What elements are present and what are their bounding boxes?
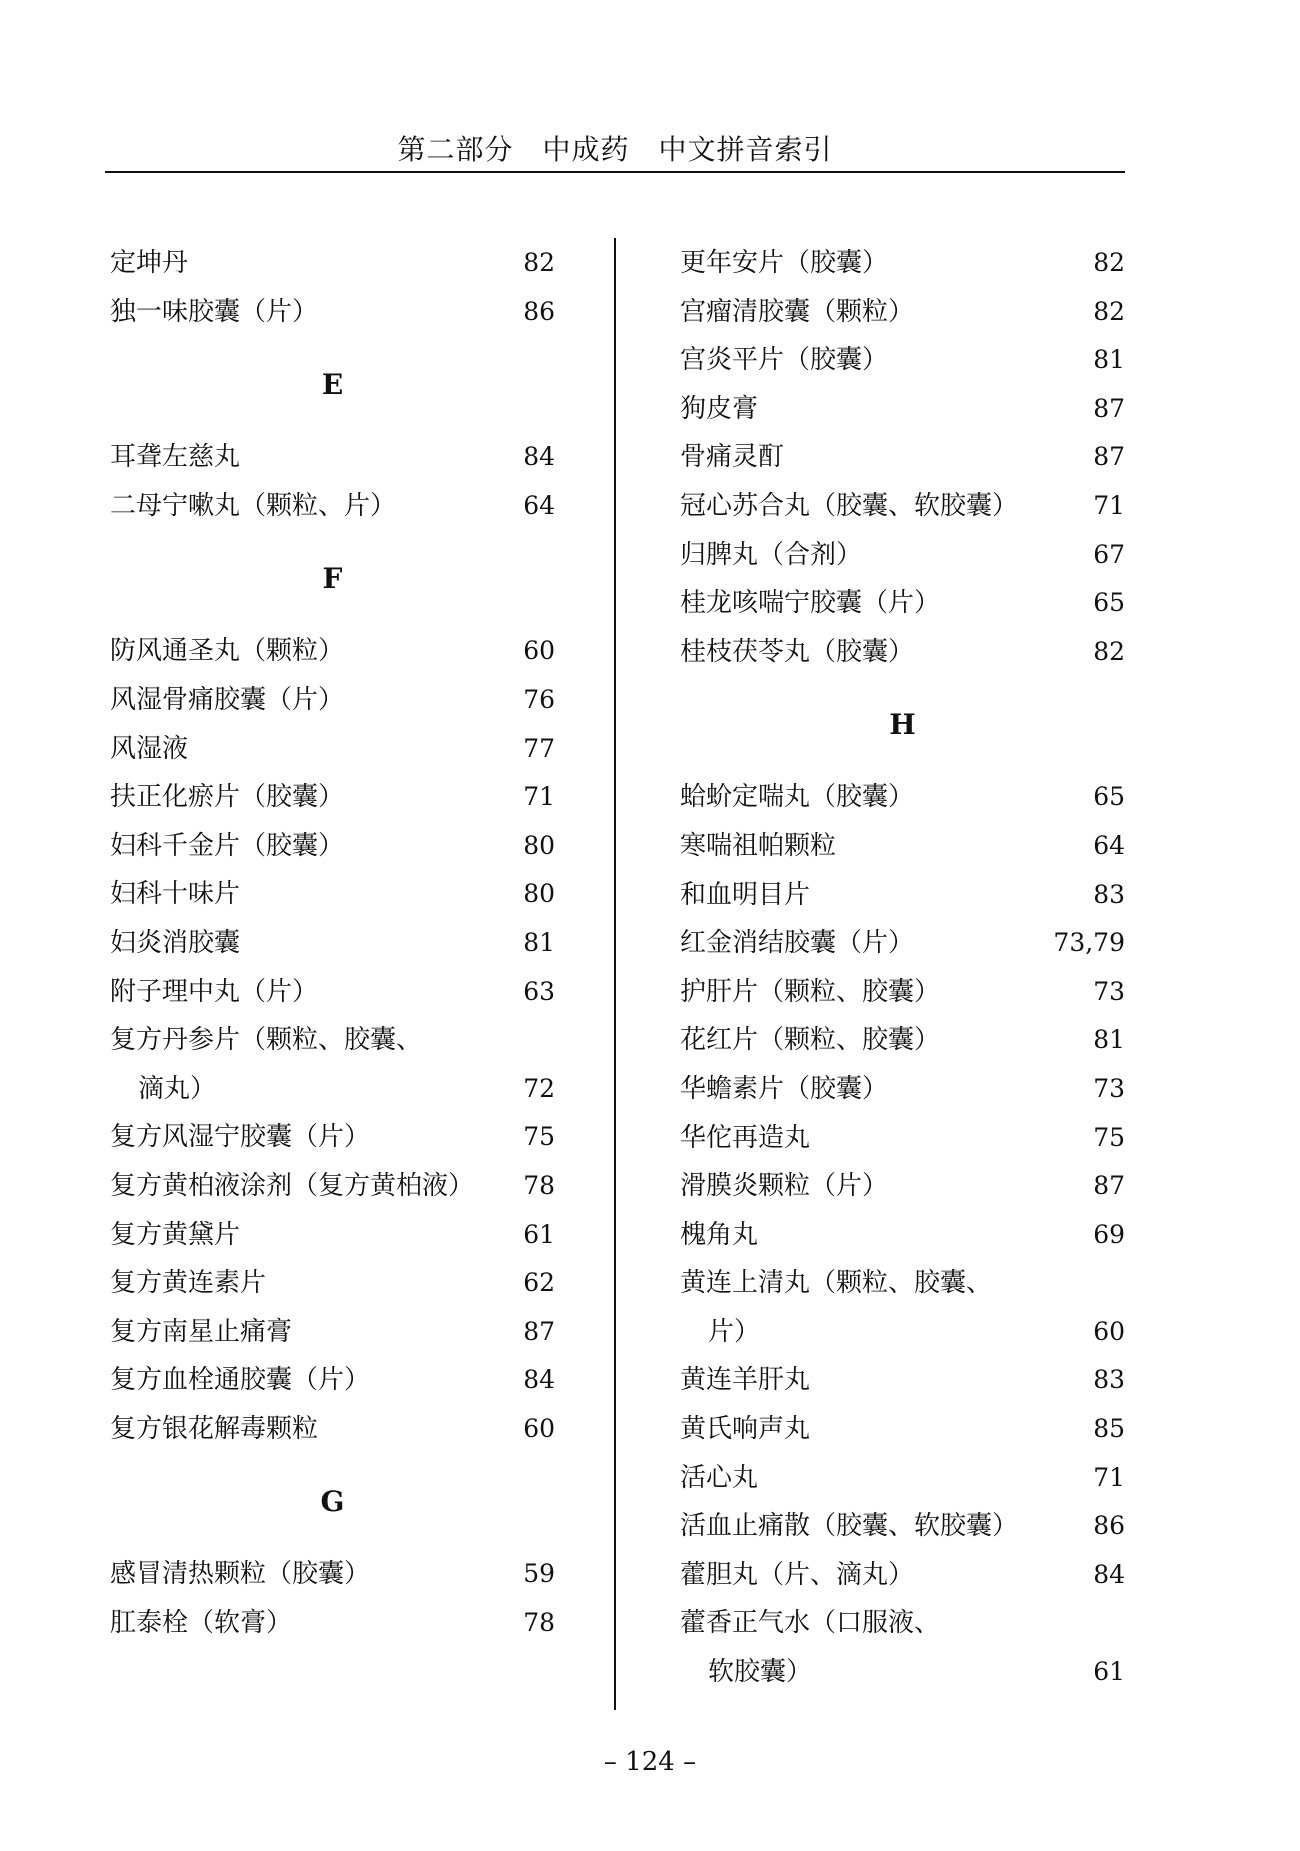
- entry-name: 活心丸: [680, 1462, 759, 1493]
- entry-name: 桂龙咳喘宁胶囊（片）: [680, 588, 941, 619]
- entry-name: 复方风湿宁胶囊（片）: [110, 1122, 371, 1153]
- entry-name: 骨痛灵酊: [680, 442, 785, 473]
- index-entry-continuation: [680, 1308, 1125, 1357]
- entry-name: 桂枝茯苓丸（胶囊）: [680, 636, 915, 667]
- entry-page-number: 85: [1093, 1414, 1125, 1444]
- index-entry: [680, 579, 1125, 628]
- entry-page-number: 84: [523, 1365, 555, 1395]
- entry-name: 扶正化瘀片（胶囊）: [110, 782, 345, 813]
- entry-name: 归脾丸（合剂）: [680, 539, 863, 570]
- entry-page-number: 80: [523, 879, 555, 909]
- index-entry: [110, 1405, 555, 1454]
- entry-name: 华蟾素片（胶囊）: [680, 1073, 889, 1104]
- index-entry: [680, 919, 1125, 968]
- entry-name: 宫瘤清胶囊（颗粒）: [680, 296, 915, 327]
- entry-page-number: 65: [1093, 782, 1125, 812]
- index-entry: [680, 1405, 1125, 1454]
- index-entry: [680, 1065, 1125, 1114]
- entry-page-number: 87: [1093, 393, 1125, 423]
- entry-page-number: 83: [1093, 1365, 1125, 1395]
- entry-name: 黄连羊肝丸: [680, 1365, 811, 1396]
- index-column-left: [110, 239, 555, 1648]
- column-divider: [614, 238, 616, 1710]
- index-entry: [110, 288, 555, 337]
- entry-name: 复方丹参片（颗粒、胶囊、: [110, 1025, 423, 1056]
- entry-page-number: 81: [1093, 345, 1125, 375]
- entry-name: 片）: [708, 1316, 761, 1347]
- index-entry: [680, 1162, 1125, 1211]
- entry-name: 红金消结胶囊（片）: [680, 928, 915, 959]
- entry-page-number: 59: [523, 1559, 555, 1589]
- index-entry: [680, 968, 1125, 1017]
- entry-page-number: 76: [523, 684, 555, 714]
- page-header: 第二部分 中成药 中文拼音索引: [397, 133, 833, 166]
- entry-name: 和血明目片: [680, 879, 811, 910]
- entry-name: 槐角丸: [680, 1219, 759, 1250]
- entry-name: 护肝片（颗粒、胶囊）: [680, 976, 941, 1007]
- index-entry: [110, 919, 555, 968]
- index-entry: [680, 1114, 1125, 1163]
- entry-page-number: 75: [1093, 1122, 1125, 1152]
- entry-name: 二母宁嗽丸（颗粒、片）: [110, 490, 397, 521]
- entry-page-number: 75: [523, 1122, 555, 1152]
- index-letter-heading: H: [889, 708, 916, 742]
- index-entry: [680, 1599, 1125, 1648]
- entry-page-number: 78: [523, 1608, 555, 1638]
- entry-page-number: 77: [523, 733, 555, 763]
- page-number: – 124 –: [603, 1747, 697, 1777]
- entry-page-number: 80: [523, 830, 555, 860]
- index-entry: [680, 1502, 1125, 1551]
- index-entry: [110, 239, 555, 288]
- index-entry-continuation: [680, 1648, 1125, 1697]
- index-entry: [680, 239, 1125, 288]
- entry-page-number: 71: [523, 782, 555, 812]
- index-entry: [680, 1211, 1125, 1260]
- entry-page-number: 81: [1093, 1025, 1125, 1055]
- entry-page-number: 83: [1093, 879, 1125, 909]
- entry-page-number: 67: [1093, 539, 1125, 569]
- entry-name: 风湿骨痛胶囊（片）: [110, 684, 345, 715]
- entry-page-number: 84: [523, 442, 555, 472]
- index-entry: [680, 1454, 1125, 1503]
- entry-name: 花红片（颗粒、胶囊）: [680, 1025, 941, 1056]
- entry-name: 复方黄黛片: [110, 1219, 241, 1250]
- entry-page-number: 87: [1093, 442, 1125, 472]
- entry-page-number: 61: [1093, 1657, 1125, 1687]
- header-rule: [105, 171, 1125, 173]
- index-entry: [110, 822, 555, 871]
- index-entry: [110, 1550, 555, 1599]
- index-entry: [110, 433, 555, 482]
- entry-name: 复方血栓通胶囊（片）: [110, 1365, 371, 1396]
- entry-name: 寒喘祖帕颗粒: [680, 830, 837, 861]
- index-entry: [110, 1162, 555, 1211]
- index-entry: [680, 1551, 1125, 1600]
- entry-name: 复方南星止痛膏: [110, 1316, 293, 1347]
- entry-page-number: 69: [1093, 1219, 1125, 1249]
- index-entry: [680, 628, 1125, 677]
- index-entry: [110, 627, 555, 676]
- entry-page-number: 78: [523, 1170, 555, 1200]
- index-entry: [680, 482, 1125, 531]
- entry-name: 华佗再造丸: [680, 1122, 811, 1153]
- entry-page-number: 71: [1093, 1462, 1125, 1492]
- entry-name: 妇科十味片: [110, 879, 241, 910]
- index-entry: [110, 1113, 555, 1162]
- entry-name: 黄氏响声丸: [680, 1414, 811, 1445]
- entry-page-number: 61: [523, 1219, 555, 1249]
- index-entry: [680, 773, 1125, 822]
- entry-name: 复方黄柏液涂剂（复方黄柏液）: [110, 1170, 475, 1201]
- entry-page-number: 65: [1093, 588, 1125, 618]
- entry-name: 藿香正气水（口服液、: [680, 1608, 941, 1639]
- index-entry: [680, 1016, 1125, 1065]
- entry-page-number: 73: [1093, 1073, 1125, 1103]
- entry-page-number: 87: [523, 1316, 555, 1346]
- index-entry: [680, 871, 1125, 920]
- entry-name: 妇科千金片（胶囊）: [110, 830, 345, 861]
- entry-name: 宫炎平片（胶囊）: [680, 345, 889, 376]
- index-entry: [680, 822, 1125, 871]
- entry-name: 肛泰栓（软膏）: [110, 1608, 293, 1639]
- entry-page-number: 81: [523, 927, 555, 957]
- entry-page-number: 73: [1093, 976, 1125, 1006]
- index-entry: [110, 725, 555, 774]
- index-entry: [110, 870, 555, 919]
- index-column-right: [680, 239, 1125, 1697]
- index-entry: [680, 1356, 1125, 1405]
- entry-name: 防风通圣丸（颗粒）: [110, 636, 345, 667]
- entry-page-number: 60: [1093, 1316, 1125, 1346]
- index-entry: [110, 1356, 555, 1405]
- entry-name: 冠心苏合丸（胶囊、软胶囊）: [680, 490, 1019, 521]
- entry-page-number: 86: [523, 296, 555, 326]
- index-entry-continuation: [110, 1065, 555, 1114]
- entry-page-number: 87: [1093, 1171, 1125, 1201]
- entry-name: 滴丸）: [138, 1073, 217, 1104]
- entry-name: 狗皮膏: [680, 393, 759, 424]
- entry-page-number: 82: [523, 248, 555, 277]
- entry-page-number: 72: [523, 1073, 555, 1103]
- index-entry: [680, 1259, 1125, 1308]
- entry-page-number: 73,79: [1053, 928, 1125, 958]
- entry-name: 耳聋左慈丸: [110, 442, 241, 473]
- entry-page-number: 62: [523, 1268, 555, 1298]
- entry-name: 更年安片（胶囊）: [680, 248, 889, 278]
- entry-page-number: 64: [523, 490, 555, 520]
- entry-page-number: 84: [1093, 1559, 1125, 1589]
- entry-page-number: 82: [1093, 248, 1125, 277]
- entry-name: 风湿液: [110, 733, 189, 764]
- index-entry: [680, 433, 1125, 482]
- index-entry: [680, 336, 1125, 385]
- entry-name: 藿胆丸（片、滴丸）: [680, 1559, 915, 1590]
- index-entry: [110, 1599, 555, 1648]
- entry-page-number: 64: [1093, 830, 1125, 860]
- index-entry: [110, 1308, 555, 1357]
- index-entry: [110, 1211, 555, 1260]
- entry-name: 定坤丹: [110, 248, 189, 278]
- entry-page-number: 82: [1093, 296, 1125, 326]
- index-entry: [680, 288, 1125, 337]
- entry-page-number: 86: [1093, 1511, 1125, 1541]
- index-entry: [110, 482, 555, 531]
- entry-name: 黄连上清丸（颗粒、胶囊、: [680, 1268, 993, 1299]
- entry-page-number: 82: [1093, 636, 1125, 666]
- index-entry: [110, 773, 555, 822]
- entry-name: 附子理中丸（片）: [110, 976, 319, 1007]
- index-entry: [110, 968, 555, 1017]
- entry-name: 独一味胶囊（片）: [110, 296, 319, 327]
- entry-name: 滑膜炎颗粒（片）: [680, 1171, 889, 1202]
- entry-name: 复方银花解毒颗粒: [110, 1413, 319, 1444]
- index-letter-heading: G: [320, 1485, 345, 1519]
- entry-name: 复方黄连素片: [110, 1268, 267, 1299]
- index-entry: [110, 1016, 555, 1065]
- index-letter-heading: E: [321, 368, 344, 402]
- index-letter-heading: F: [322, 562, 343, 596]
- entry-name: 活血止痛散（胶囊、软胶囊）: [680, 1511, 1019, 1542]
- index-entry: [680, 531, 1125, 580]
- entry-name: 感冒清热颗粒（胶囊）: [110, 1559, 371, 1590]
- entry-page-number: 60: [523, 1413, 555, 1443]
- entry-name: 软胶囊）: [708, 1657, 813, 1688]
- entry-page-number: 71: [1093, 490, 1125, 520]
- index-entry: [110, 676, 555, 725]
- entry-page-number: 63: [523, 976, 555, 1006]
- entry-name: 妇炎消胶囊: [110, 927, 241, 958]
- index-entry: [680, 385, 1125, 434]
- index-entry: [110, 1259, 555, 1308]
- entry-page-number: 60: [523, 636, 555, 666]
- entry-name: 蛤蚧定喘丸（胶囊）: [680, 782, 915, 813]
